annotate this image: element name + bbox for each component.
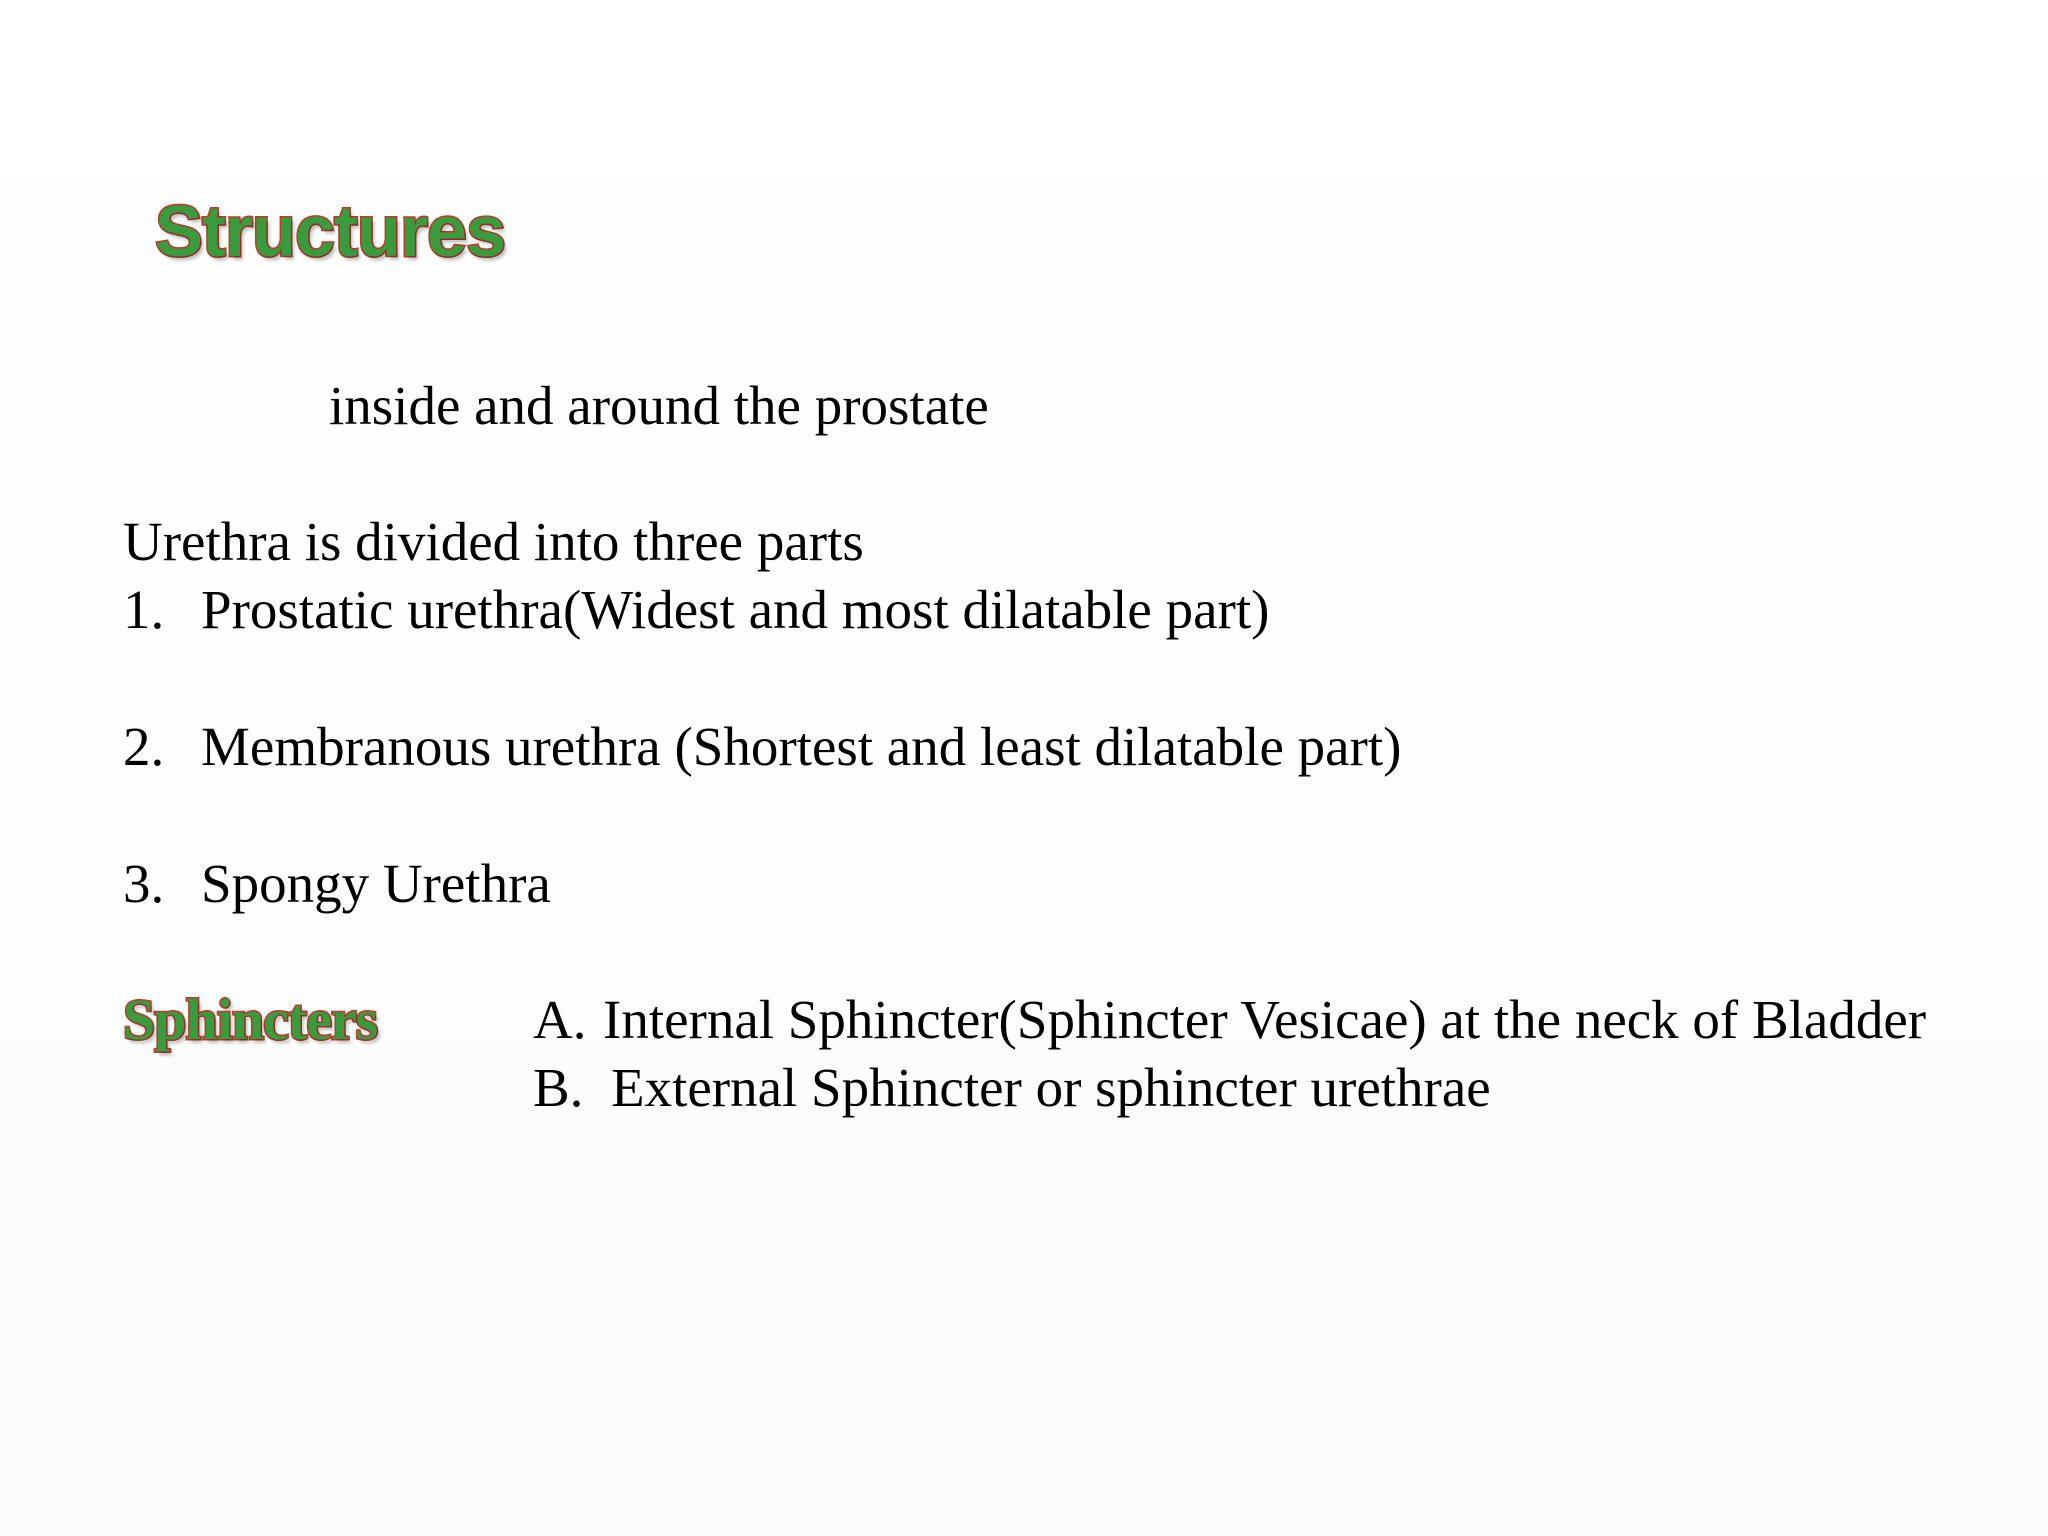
sphincter-letter: A.	[533, 989, 587, 1050]
list-number: 3.	[123, 853, 165, 914]
list-item-membranous-urethra	[123, 713, 1401, 781]
list-item-text: Spongy Urethra	[201, 853, 551, 914]
list-item-spongy-urethra	[123, 850, 551, 918]
intro-text: inside and around the prostate	[329, 375, 989, 436]
sphincter-letter: B.	[533, 1057, 584, 1118]
list-item-prostatic-urethra	[123, 576, 1269, 644]
slide-title: Structures	[155, 192, 506, 272]
sphincter-item-internal	[533, 986, 1926, 1054]
sphincter-text: Internal Sphincter(Sphincter Vesicae) at the neck of Bladder	[603, 989, 1927, 1050]
list-number: 1.	[123, 579, 165, 640]
list-number: 2.	[123, 716, 165, 777]
sphincters-heading: Sphincters	[123, 987, 378, 1052]
list-item-text: Prostatic urethra(Widest and most dilatable part)	[201, 579, 1270, 640]
sphincter-text: External Sphincter or sphincter urethrae	[611, 1057, 1491, 1118]
list-item-text: Membranous urethra (Shortest and least dilatable part)	[201, 716, 1402, 777]
urethra-parts-lead: Urethra is divided into three parts	[123, 511, 864, 572]
sphincter-item-external	[533, 1054, 1491, 1122]
